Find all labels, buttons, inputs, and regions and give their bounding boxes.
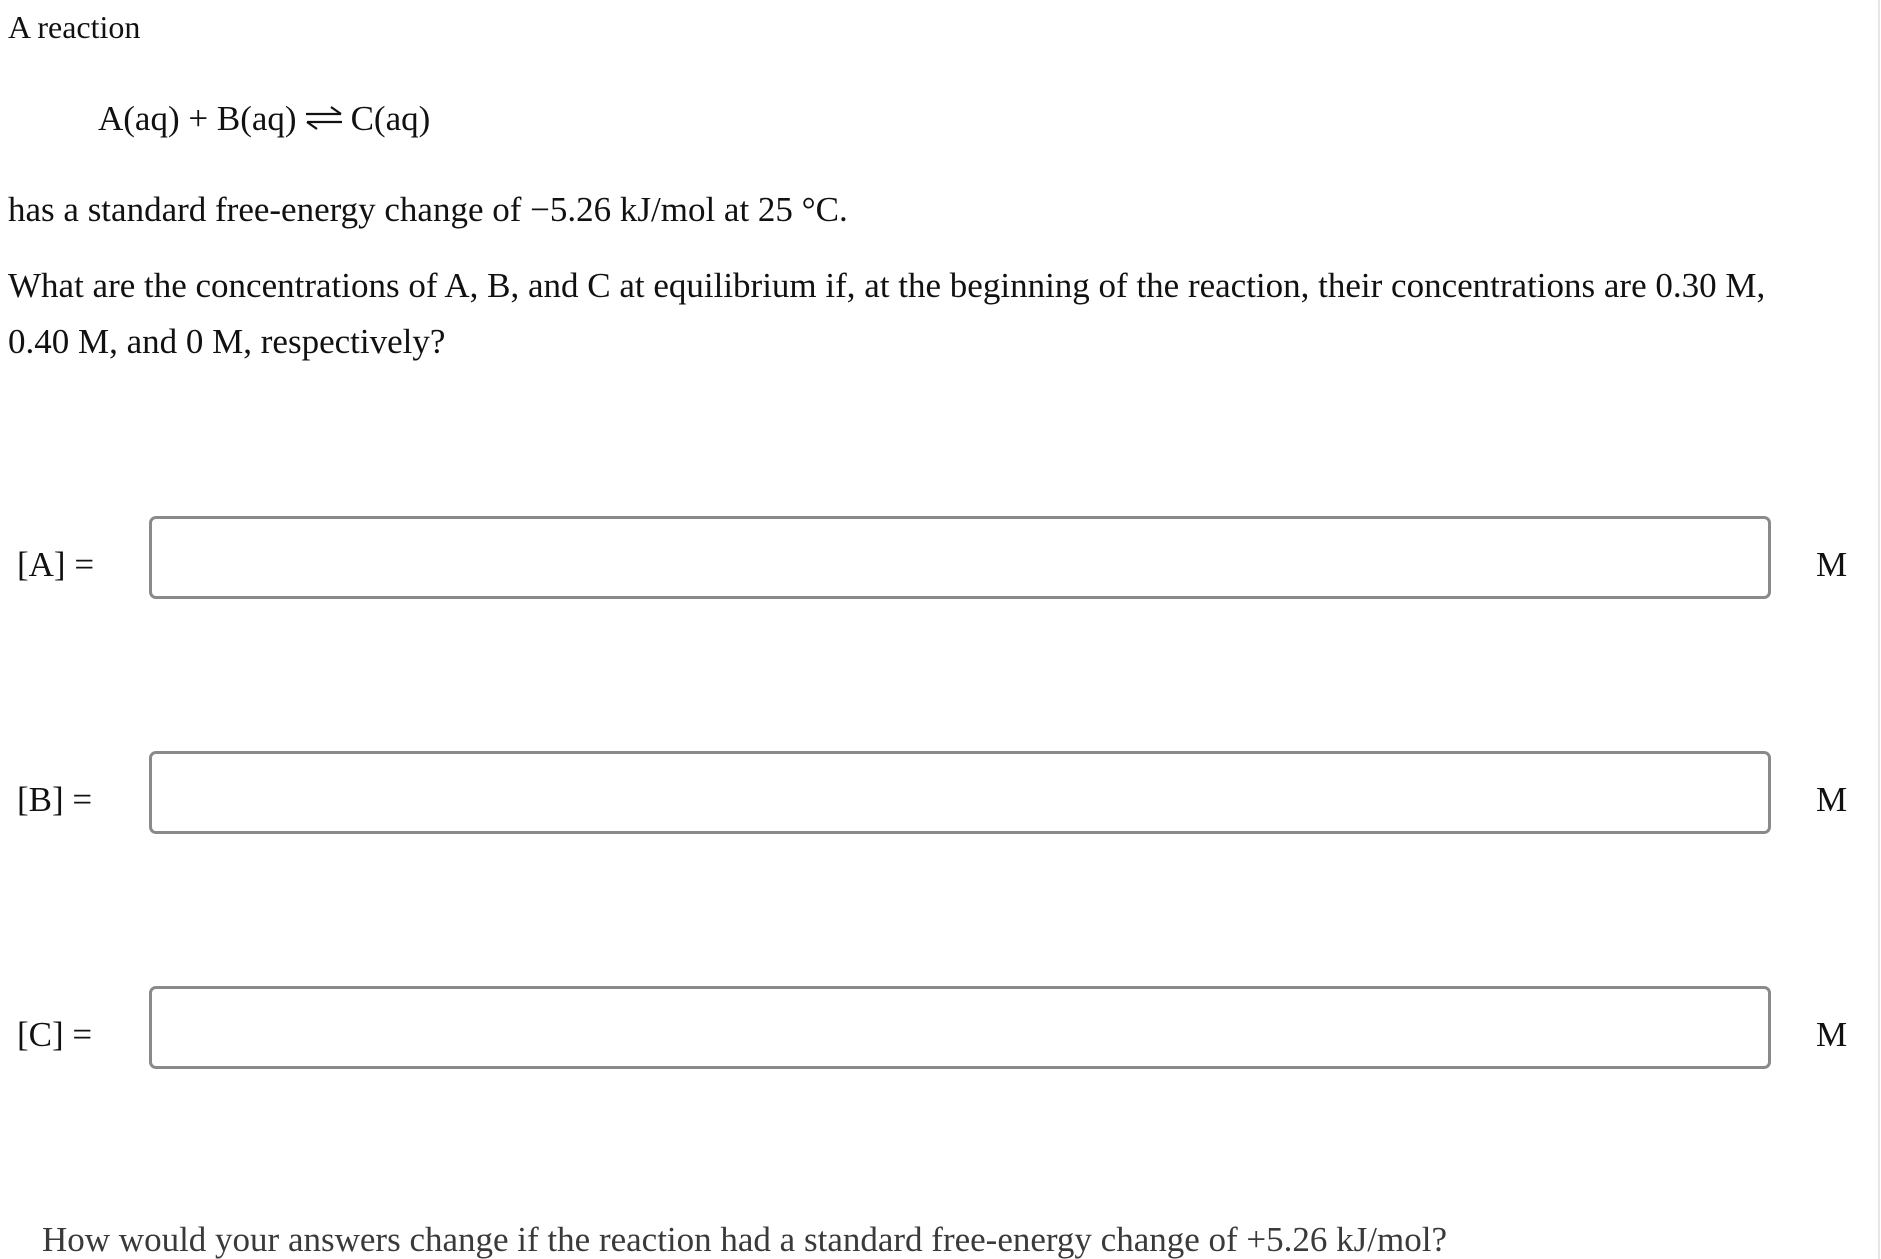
answer-input-c[interactable] <box>149 986 1771 1069</box>
answer-label-c: [C] = <box>17 1015 93 1054</box>
answer-input-b[interactable] <box>149 751 1771 834</box>
answer-input-a[interactable] <box>149 516 1771 599</box>
question-text-line-1: What are the concentrations of A, B, and C at equilibrium if, at the beginning of the reaction, their concentrations are 0.30 M, <box>8 266 1766 305</box>
free-energy-statement: has a standard free-energy change of −5.26 kJ/mol at 25 °C. <box>8 190 848 229</box>
followup-question: How would your answers change if the reaction had a standard free-energy change of +5.26 kJ/mol? <box>42 1220 1447 1259</box>
page-right-border <box>1878 0 1880 1259</box>
reaction-equation <box>98 101 430 136</box>
answer-unit-c: M <box>1816 1015 1848 1054</box>
equilibrium-arrow-icon <box>303 101 345 136</box>
answer-label-b: [B] = <box>17 780 93 819</box>
equation-reactants: A(aq) + B(aq) <box>98 99 297 138</box>
answer-unit-b: M <box>1816 780 1848 819</box>
equation-products: C(aq) <box>350 99 431 138</box>
intro-text: A reaction <box>8 9 141 45</box>
question-text-line-2: 0.40 M, and 0 M, respectively? <box>8 322 446 361</box>
answer-label-a: [A] = <box>17 545 95 584</box>
answer-unit-a: M <box>1816 545 1848 584</box>
